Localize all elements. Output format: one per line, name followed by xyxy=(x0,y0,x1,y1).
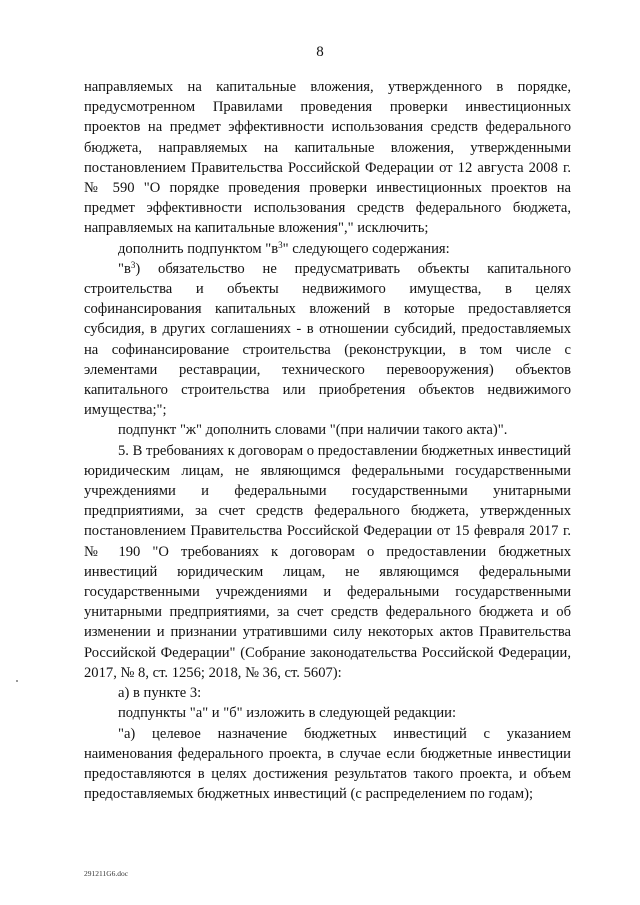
scan-speck xyxy=(16,680,18,682)
text-fragment: ) обязательство не предусматривать объекты капитального строительства и объекты недвижимого имущества, в целях софинансирования капитальных вложений в которые предоставляется субсидия, в других соглашениях - в отношении субсидий, предоставляемых на софинансирование строительства (реконструкции, в том числе с элементами реставрации, технического перевооружения) объектов капитального строительства или приобретения объектов недвижимого имущества;"; xyxy=(84,260,571,419)
paragraph-item-5: 5. В требованиях к договорам о предоставлении бюджетных инвестиций юридическим лицам, не являющимся федеральными государственными учреждениями и федеральными государственными унитарными предприятиями, за счет средств федерального бюджета, утвержденных постановлением Правительства Российской Федерации от 15 февраля 2017 г. № 190 "О требованиях к договорам о предоставлении бюджетных инвестиций юридическим лицам, не являющимся федеральными государственными учреждениями и федеральными государственными унитарными предприятиями, за счет средств федерального бюджета и об изменении и признании утратившими силу некоторых актов Правительства Российской Федерации" (Собрание законодательства Российской Федерации, 2017, № 8, ст. 1256; 2018, № 36, ст. 5607): xyxy=(84,442,571,681)
superscript: 3 xyxy=(130,259,136,270)
text-fragment: дополнить подпунктом "в xyxy=(118,240,279,257)
footer-file-code: 291211G6.doc xyxy=(84,869,129,878)
paragraph-continuation: направляемых на капитальные вложения, утвержденного в порядке, предусмотренном Правилами проведения проверки инвестиционных проектов на предмет эффективности использования средств федерального бюджета, направляемых на капитальные вложения, утвержденными постановлением Правительства Российской Федерации от 12 августа 2008 г. № 590 "О порядке проведения проверки инвестиционных проектов на предмет эффективности использования средств федерального бюджета, направляемых на капитальные вложения"," исключить; xyxy=(84,79,571,237)
text-fragment: " следующего содержания: xyxy=(282,240,450,257)
text-fragment: "в xyxy=(118,260,131,277)
paragraph-subpoints-ab: подпункты "а" и "б" изложить в следующей редакции: xyxy=(118,705,457,722)
paragraph-item-5a: а) в пункте 3: xyxy=(118,685,202,702)
document-body xyxy=(84,77,571,804)
paragraph-subpoint-zh: подпункт "ж" дополнить словами "(при наличии такого акта)". xyxy=(118,422,508,439)
paragraph-subpoint-a: "а) целевое назначение бюджетных инвестиций с указанием наименования федерального проекта, в случае если бюджетные инвестиции предоставляются в целях достижения результатов такого проекта, и объем предоставляемых бюджетных инвестиций (с распределением по годам); xyxy=(84,725,571,803)
superscript: 3 xyxy=(278,239,283,250)
paragraph-add-subpoint xyxy=(84,239,571,259)
paragraph-subpoint-v3 xyxy=(84,259,571,421)
page-number: 8 xyxy=(316,44,324,60)
